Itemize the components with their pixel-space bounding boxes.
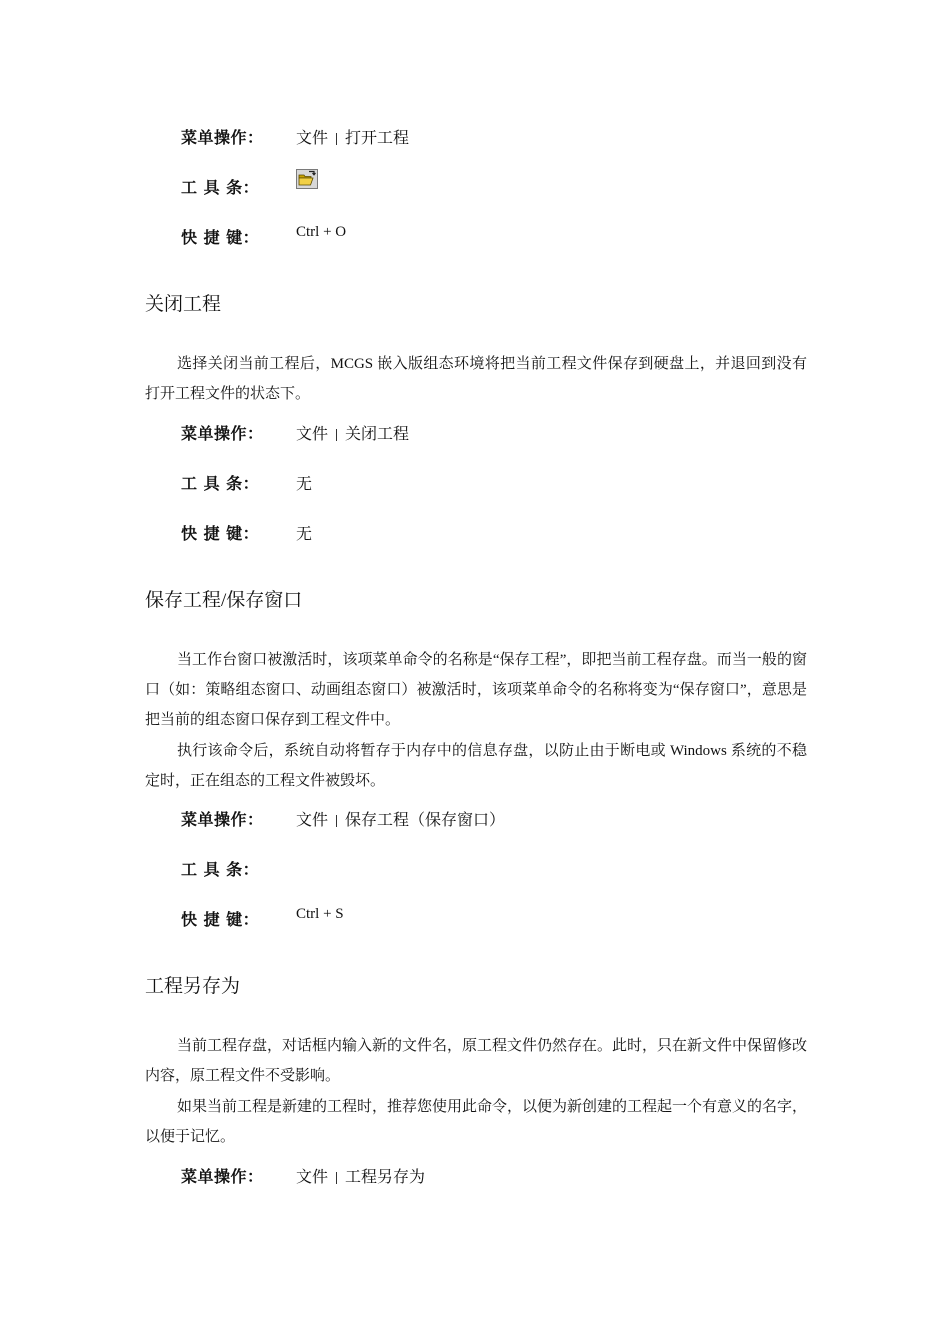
menu-file: 文件 [296, 810, 329, 829]
menu-separator [336, 133, 337, 145]
close-project-shortcut-row [181, 523, 821, 549]
toolbar-label: 工 具 条： [181, 474, 260, 493]
toolbar-label: 工 具 条： [181, 860, 260, 879]
save-project-heading: 保存工程/保存窗口 [145, 590, 303, 611]
save-as-heading: 工程另存为 [145, 976, 241, 997]
save-as-paragraph-2: 如果当前工程是新建的工程时，推荐您使用此命令，以便为新创建的工程起一个有意义的名字，以便于记忆。 [145, 1099, 808, 1145]
shortcut-value: 无 [296, 524, 313, 543]
menu-item: 保存工程（保存窗口） [345, 810, 506, 829]
toolbar-label: 工 具 条： [181, 178, 260, 197]
menu-item: 打开工程 [345, 128, 410, 147]
shortcut-value: Ctrl + S [296, 906, 344, 922]
shortcut-label: 快 捷 键： [181, 228, 260, 247]
save-project-paragraph-1: 当工作台窗口被激活时，该项菜单命令的名称是“保存工程”，即把当前工程存盘。而当一般的窗口（如：策略组态窗口、动画组态窗口）被激活时，该项菜单命令的名称将变为“保存窗口”，意思是把当前的组态窗口保存到工程文件中。 [145, 652, 807, 728]
save-project-toolbar-row [181, 859, 821, 885]
menu-file: 文件 [296, 1167, 329, 1186]
toolbar-value: 无 [296, 474, 313, 493]
open-project-menu-row [181, 127, 821, 153]
menu-path [296, 423, 409, 445]
menu-path [296, 809, 505, 831]
menu-file: 文件 [296, 128, 329, 147]
menu-path [296, 127, 409, 149]
menu-operation-label: 菜单操作： [181, 1167, 264, 1186]
open-project-shortcut-row [181, 224, 821, 253]
shortcut-label: 快 捷 键： [181, 910, 260, 929]
save-as-menu-row [181, 1166, 821, 1192]
menu-path [296, 1166, 425, 1188]
menu-operation-label: 菜单操作： [181, 810, 264, 829]
menu-item: 关闭工程 [345, 424, 410, 443]
menu-separator [336, 429, 337, 441]
menu-item: 工程另存为 [345, 1167, 426, 1186]
close-project-heading: 关闭工程 [145, 294, 222, 315]
menu-operation-label: 菜单操作： [181, 128, 264, 147]
close-project-toolbar-row [181, 473, 821, 499]
menu-operation-label: 菜单操作： [181, 424, 264, 443]
open-folder-icon [296, 169, 318, 189]
close-project-menu-row [181, 423, 821, 449]
save-project-shortcut-row [181, 906, 821, 935]
shortcut-value: Ctrl + O [296, 224, 347, 240]
save-project-menu-row [181, 809, 821, 835]
open-project-toolbar-row [181, 177, 821, 203]
menu-separator [336, 1172, 337, 1184]
save-project-paragraph-2: 执行该命令后，系统自动将暂存于内存中的信息存盘，以防止由于断电或 Windows 系统的不稳定时，正在组态的工程文件被毁坏。 [145, 743, 807, 789]
menu-file: 文件 [296, 424, 329, 443]
shortcut-label: 快 捷 键： [181, 524, 260, 543]
menu-separator [336, 815, 337, 827]
close-project-paragraph-1: 选择关闭当前工程后，MCGS 嵌入版组态环境将把当前工程文件保存到硬盘上，并退回到没有打开工程文件的状态下。 [145, 356, 807, 402]
save-as-paragraph-1: 当前工程存盘，对话框内输入新的文件名，原工程文件仍然存在。此时，只在新文件中保留修改内容，原工程文件不受影响。 [145, 1038, 808, 1084]
